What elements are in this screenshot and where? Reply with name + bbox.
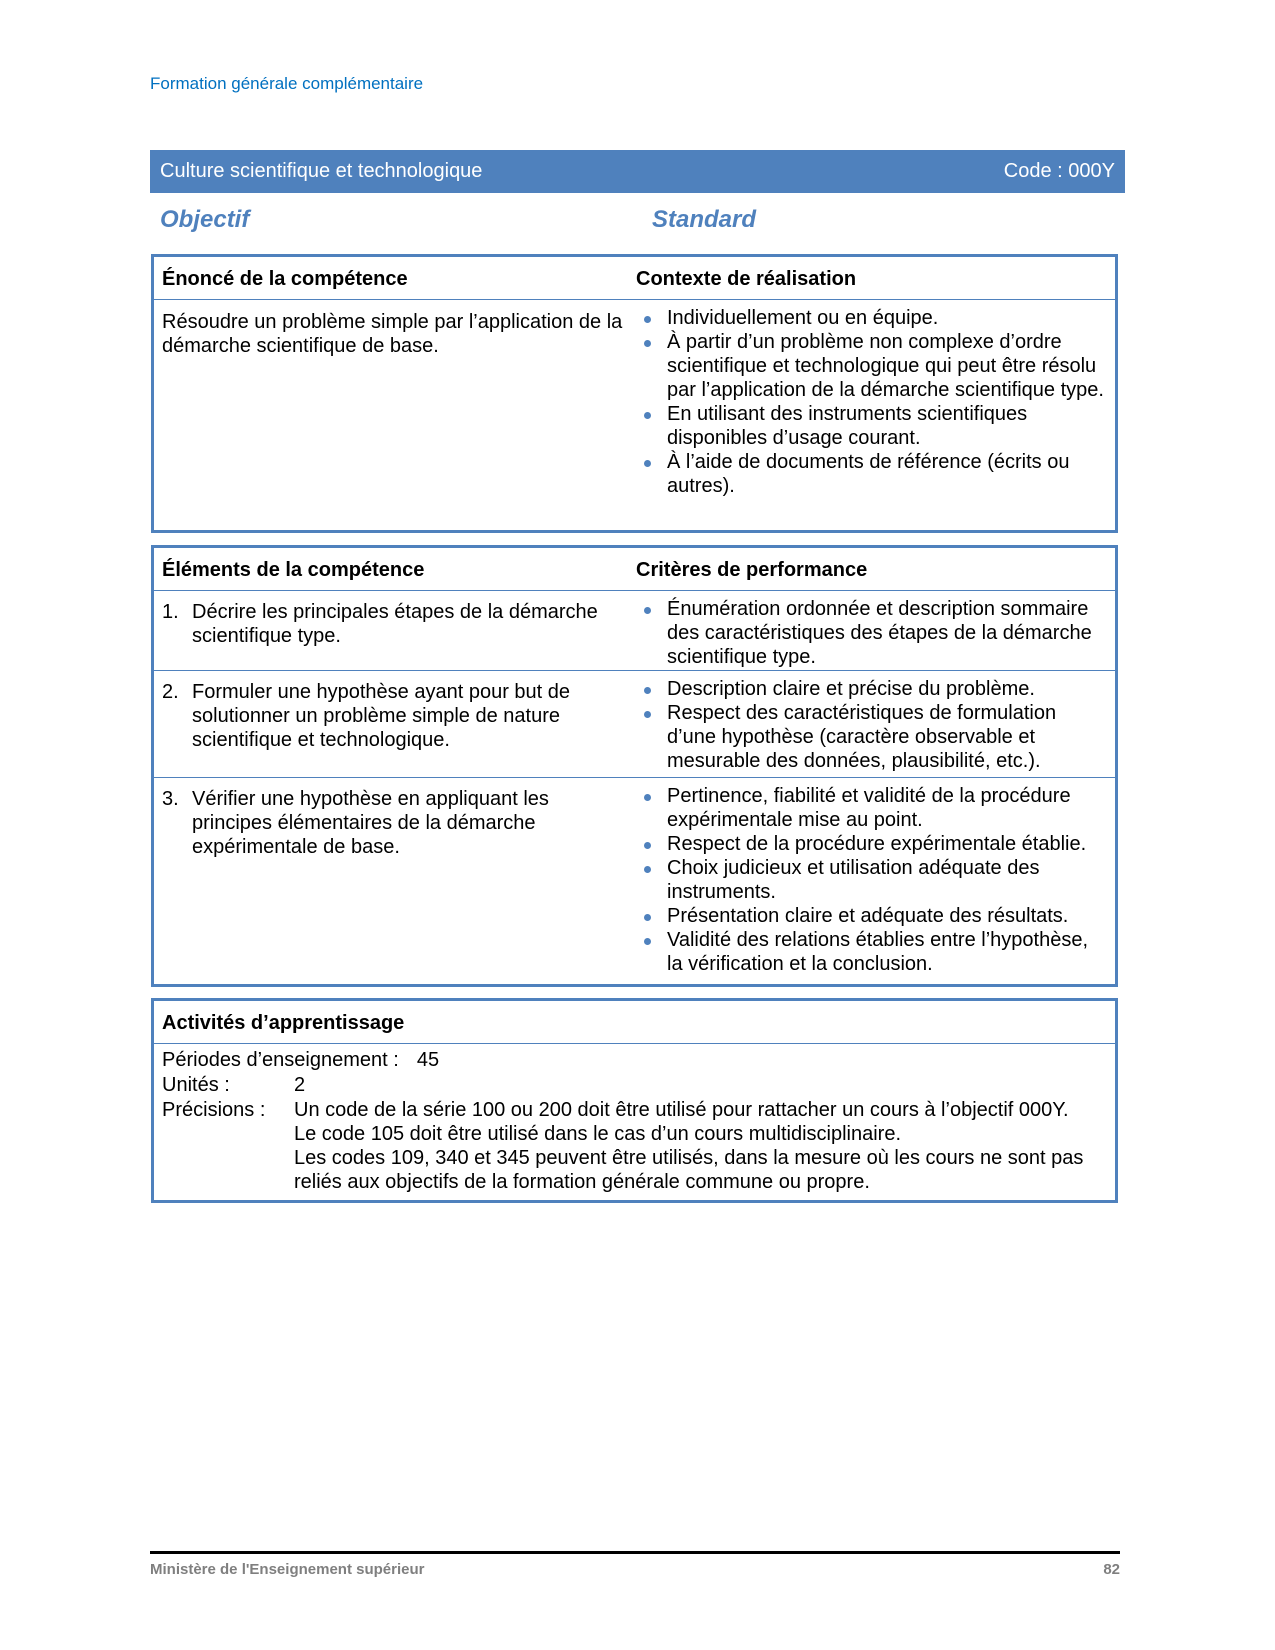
section-headings — [150, 206, 1120, 242]
activites-body-row — [154, 1043, 1115, 1200]
periodes-label: Périodes d’enseignement : — [162, 1049, 399, 1071]
unites-value: 2 — [294, 1074, 306, 1096]
criteres-cell — [636, 591, 1115, 670]
element-cell — [154, 591, 636, 670]
list-item: Présentation claire et adéquate des résultats. — [636, 904, 1107, 928]
bullet-icon — [644, 866, 651, 873]
footer-publisher: Ministère de l'Enseignement supérieur — [150, 1561, 425, 1578]
list-item: Respect des caractéristiques de formulation d’une hypothèse (caractère observable et mesurable des données, plausibilité, etc.). — [636, 701, 1107, 773]
competence-table — [151, 254, 1118, 533]
table-row — [154, 299, 1115, 530]
element-text: Décrire les principales étapes de la démarche scientifique type. — [192, 601, 598, 647]
table-row — [154, 670, 1115, 777]
element-number: 1. — [162, 601, 179, 623]
bullet-icon — [644, 460, 651, 467]
list-item: Choix judicieux et utilisation adéquate des instruments. — [636, 856, 1107, 904]
table-header-row — [154, 1001, 1115, 1043]
bullet-icon — [644, 842, 651, 849]
bullet-icon — [644, 687, 651, 694]
list-item: Description claire et précise du problème. — [636, 677, 1107, 701]
list-item: Énumération ordonnée et description sommaire des caractéristiques des étapes de la démarche scientifique type. — [636, 597, 1107, 669]
bullet-icon — [644, 711, 651, 718]
activites-header: Activités d’apprentissage — [162, 1012, 405, 1034]
course-banner — [150, 150, 1125, 193]
bullet-icon — [644, 412, 651, 419]
unites-line — [162, 1073, 1107, 1098]
standard-heading: Standard — [652, 206, 757, 233]
criteres-cell — [636, 778, 1115, 984]
list-item: Individuellement ou en équipe. — [636, 306, 1107, 330]
list-item: En utilisant des instruments scientifiques disponibles d’usage courant. — [636, 402, 1107, 450]
element-cell — [154, 671, 636, 777]
precisions-label: Précisions : — [162, 1099, 266, 1121]
bullet-icon — [644, 794, 651, 801]
course-code: Code : 000Y — [1003, 160, 1115, 182]
element-text: Formuler une hypothèse ayant pour but de solutionner un problème simple de nature scientifique et technologique. — [192, 681, 571, 751]
element-cell — [154, 778, 636, 984]
bullet-icon — [644, 316, 651, 323]
contexte-cell — [636, 300, 1115, 530]
course-title: Culture scientifique et technologique — [160, 160, 483, 182]
periodes-line — [162, 1048, 1107, 1073]
element-number: 2. — [162, 681, 179, 703]
elements-table — [151, 545, 1118, 987]
bullet-icon — [644, 938, 651, 945]
list-item: À l’aide de documents de référence (écrits ou autres). — [636, 450, 1107, 498]
enonce-text: Résoudre un problème simple par l’application de la démarche scientifique de base. — [162, 311, 623, 357]
element-number: 3. — [162, 788, 179, 810]
contexte-header: Contexte de réalisation — [636, 268, 857, 290]
page-number: 82 — [1103, 1561, 1120, 1578]
table-row — [154, 590, 1115, 670]
table-row — [154, 777, 1115, 984]
bullet-icon — [644, 914, 651, 921]
periodes-value: 45 — [416, 1049, 440, 1071]
precisions-line — [162, 1098, 1107, 1194]
table-header-row — [154, 548, 1115, 590]
list-item: Pertinence, fiabilité et validité de la procédure expérimentale mise au point. — [636, 784, 1107, 832]
list-item: Respect de la procédure expérimentale établie. — [636, 832, 1107, 856]
criteres-cell — [636, 671, 1115, 777]
precisions-text: Un code de la série 100 ou 200 doit être utilisé pour rattacher un cours à l’objectif 000Y. Le code 105 doit être utilisé dans le cas d’un cours multidisciplinaire. Les codes 109, 340 et 345 peuvent être utilisés, dans la mesure où les cours ne sont pas reliés aux objectifs de la formation générale commune ou propre. — [294, 1099, 1084, 1193]
bullet-icon — [644, 607, 651, 614]
list-item: À partir d’un problème non complexe d’ordre scientifique et technologique qui peut être résolu par l’application de la démarche scientifique type. — [636, 330, 1107, 402]
enonce-header: Énoncé de la compétence — [162, 268, 408, 290]
elements-header: Éléments de la compétence — [162, 559, 425, 581]
running-header: Formation générale complémentaire — [150, 74, 424, 93]
page-footer — [150, 1561, 1120, 1578]
element-text: Vérifier une hypothèse en appliquant les principes élémentaires de la démarche expérimentale de base. — [192, 788, 549, 858]
objectif-heading: Objectif — [160, 206, 250, 233]
table-header-row — [154, 257, 1115, 299]
criteres-header: Critères de performance — [636, 559, 868, 581]
list-item: Validité des relations établies entre l’hypothèse, la vérification et la conclusion. — [636, 928, 1107, 976]
contexte-list — [636, 306, 1107, 498]
activites-table — [151, 998, 1118, 1203]
unites-label: Unités : — [162, 1074, 230, 1096]
bullet-icon — [644, 340, 651, 347]
footer-rule — [150, 1551, 1120, 1554]
